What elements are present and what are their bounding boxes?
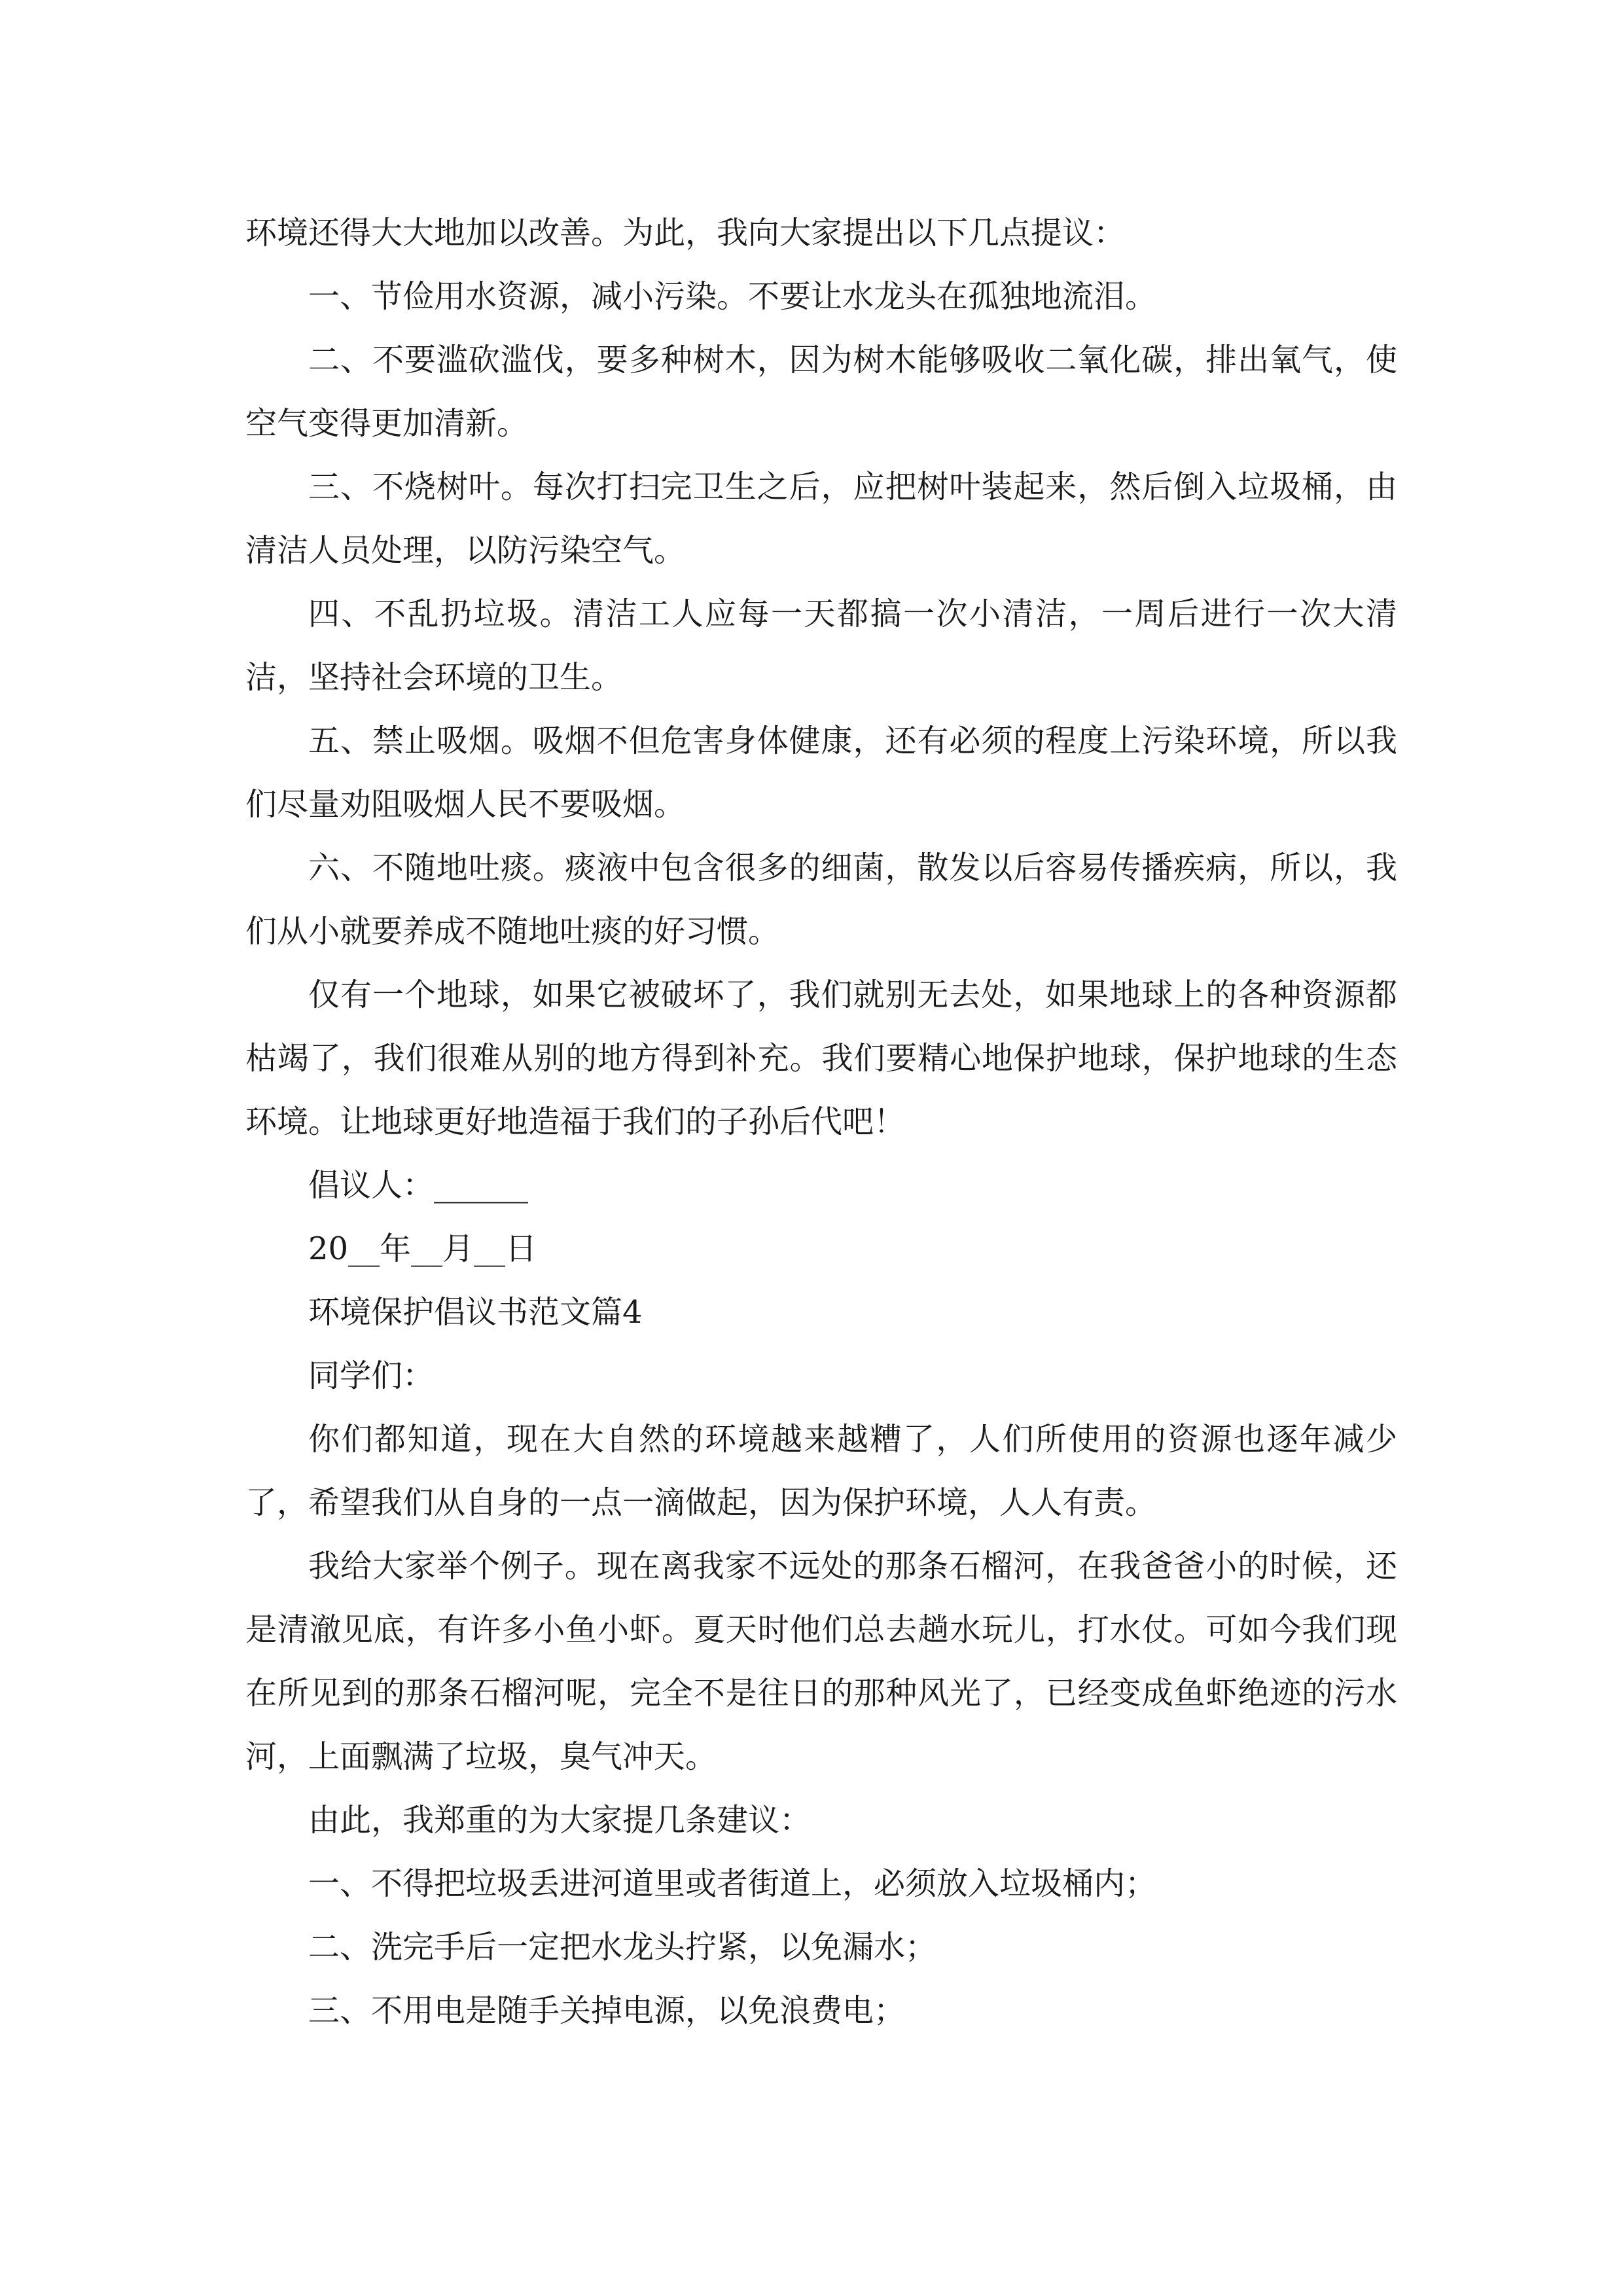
paragraph-suggestion-6: 六、不随地吐痰。痰液中包含很多的细菌，散发以后容易传播疾病，所以，我们从小就要养成不随地吐痰的好习惯。 [245, 850, 1397, 950]
paragraph-suggestion-3: 三、不烧树叶。每次打扫完卫生之后，应把树叶装起来，然后倒入垃圾桶，由清洁人员处理，以防污染空气。 [245, 469, 1397, 569]
signature-line: 倡议人：______ [308, 1167, 529, 1204]
paragraph-suggestion-1: 一、节俭用水资源，减小污染。不要让水龙头在孤独地流泪。 [308, 278, 1157, 315]
paragraph-suggestions-intro: 由此，我郑重的为大家提几条建议： [308, 1802, 812, 1839]
paragraph-suggestion-5: 五、禁止吸烟。吸烟不但危害身体健康，还有必须的程度上污染环境，所以我们尽量劝阻吸烟人民不要吸烟。 [245, 723, 1397, 823]
paragraph-example: 我给大家举个例子。现在离我家不远处的那条石榴河，在我爸爸小的时候，还是清澈见底，有许多小鱼小虾。夏天时他们总去趟水玩儿，打水仗。可如今我们现在所见到的那条石榴河呢，完全不是往日的那种风光了，已经变成鱼虾绝迹的污水河，上面飘满了垃圾，臭气冲天。 [245, 1548, 1397, 1775]
date-line: 20__年__月__日 [308, 1230, 537, 1267]
section-title: 环境保护倡议书范文篇4 [308, 1294, 643, 1331]
salutation: 同学们： [308, 1357, 435, 1394]
paragraph-suggestion-4: 四、不乱扔垃圾。清洁工人应每一天都搞一次小清洁，一周后进行一次大清洁，坚持社会环境的卫生。 [245, 596, 1397, 696]
paragraph-advice-3: 三、不用电是随手关掉电源，以免浪费电； [308, 1992, 906, 2029]
paragraph-conclusion: 仅有一个地球，如果它被破坏了，我们就别无去处，如果地球上的各种资源都枯竭了，我们很难从别的地方得到补充。我们要精心地保护地球，保护地球的生态环境。让地球更好地造福于我们的子孙后代吧！ [245, 977, 1397, 1140]
paragraph-intro: 环境还得大大地加以改善。为此，我向大家提出以下几点提议： [245, 215, 1126, 251]
paragraph-opening: 你们都知道，现在大自然的环境越来越糟了，人们所使用的资源也逐年减少了，希望我们从自身的一点一滴做起，因为保护环境，人人有责。 [245, 1421, 1397, 1521]
paragraph-suggestion-2: 二、不要滥砍滥伐，要多种树木，因为树木能够吸收二氧化碳，排出氧气，使空气变得更加清新。 [245, 342, 1397, 442]
paragraph-advice-1: 一、不得把垃圾丢进河道里或者街道上，必须放入垃圾桶内； [308, 1865, 1157, 1902]
paragraph-advice-2: 二、洗完手后一定把水龙头拧紧，以免漏水； [308, 1929, 937, 1965]
document-body [245, 202, 1397, 2043]
